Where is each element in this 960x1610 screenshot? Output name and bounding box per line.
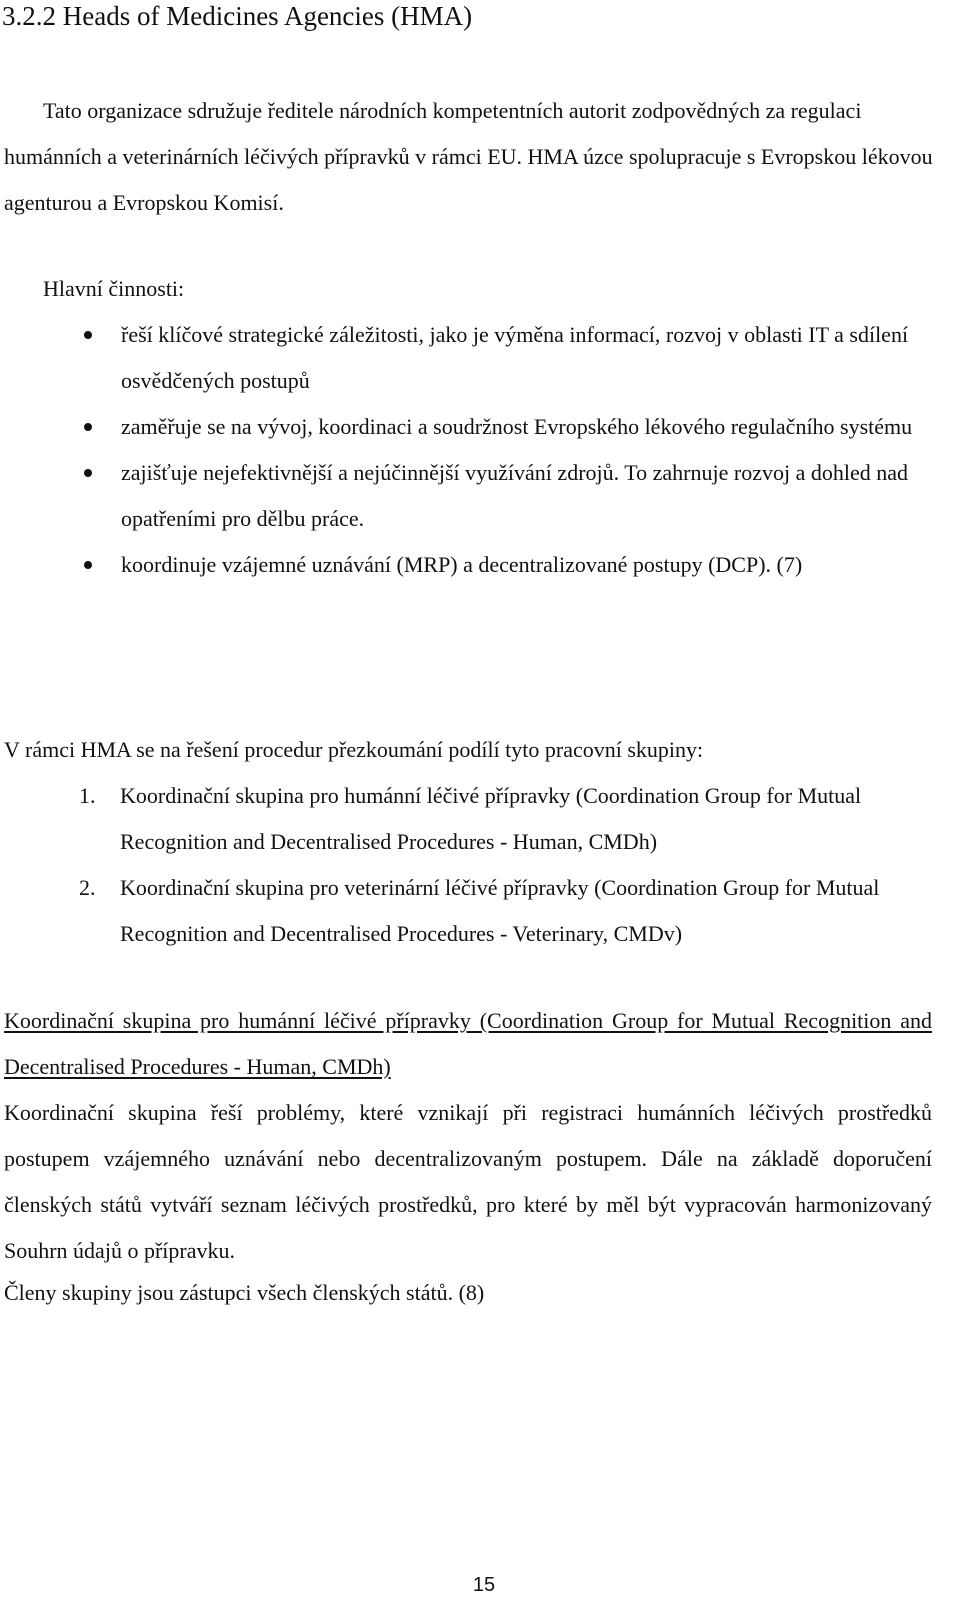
activities-label: Hlavní činnosti: [43, 276, 185, 301]
list-item-text: zajišťuje nejefektivnější a nejúčinnější využívání zdrojů. To zahrnuje rozvoj a dohled nad opatřeními pro dělbu práce. [121, 460, 908, 531]
list-item-text: Koordinační skupina pro veterinární léčivé přípravky (Coordination Group for Mutual Recognition and Decentralised Procedures - Veterinary, CMDv) [120, 875, 880, 946]
intro-paragraph: Tato organizace sdružuje ředitele národních kompetentních autorit zodpovědných za regulaci humánních a veterinárních léčivých přípravků v rámci EU. HMA úzce spolupracuje s Evropskou lékovou agenturou a Evropskou Komisí. [4, 98, 933, 215]
list-item [0, 773, 936, 865]
cmdh-subheading: Koordinační skupina pro humánní léčivé přípravky (Coordination Group for Mutual Recognition and Decentralised Procedures - Human, CMDh) [4, 1008, 932, 1079]
groups-intro: V rámci HMA se na řešení procedur přezkoumání podílí tyto pracovní skupiny: [4, 737, 704, 762]
list-item-text: řeší klíčové strategické záležitosti, jako je výměna informací, rozvoj v oblasti IT a sdílení osvědčených postupů [121, 322, 909, 393]
page-number: 15 [472, 1574, 496, 1596]
list-item [0, 865, 936, 957]
section-heading: 3.2.2 Heads of Medicines Agencies (HMA) [2, 1, 473, 31]
groups-list [0, 773, 936, 957]
list-item-number: 2. [79, 875, 96, 900]
list-item-text: Koordinační skupina pro humánní léčivé přípravky (Coordination Group for Mutual Recognition and Decentralised Procedures - Human, CMDh) [120, 783, 862, 854]
list-item [0, 450, 936, 542]
list-item-text: koordinuje vzájemné uznávání (MRP) a decentralizované postupy (DCP). (7) [121, 552, 803, 577]
bullet-icon [84, 331, 92, 339]
cmdh-body-paragraph: Koordinační skupina řeší problémy, které vznikají při registraci humánních léčivých prostředků postupem vzájemného uznávání nebo decentralizovaným postupem. Dále na základě doporučení členských států vytváří seznam léčivých prostředků, pro které by měl být vypracován harmonizovaný Souhrn údajů o přípravku. [4, 1100, 932, 1263]
list-item [0, 404, 936, 450]
list-item-number: 1. [79, 783, 96, 808]
list-item-text: zaměřuje se na vývoj, koordinaci a soudržnost Evropského lékového regulačního systému [121, 414, 913, 439]
bullet-icon [84, 561, 92, 569]
cmdh-members-paragraph: Členy skupiny jsou zástupci všech členských států. (8) [4, 1280, 485, 1305]
activities-list [0, 312, 936, 588]
bullet-icon [84, 469, 92, 477]
list-item [0, 312, 936, 404]
list-item [0, 542, 936, 588]
bullet-icon [84, 423, 92, 431]
